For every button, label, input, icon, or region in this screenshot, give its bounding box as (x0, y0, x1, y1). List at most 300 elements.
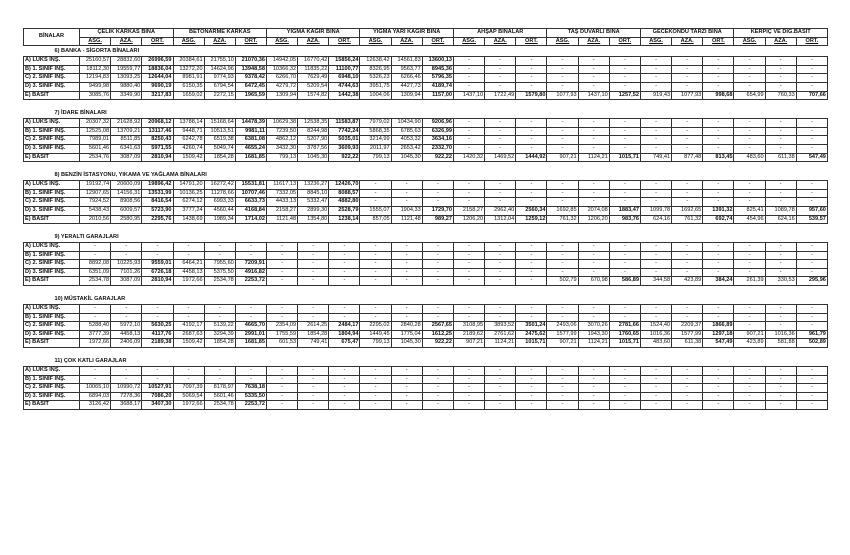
value-cell: 483,60 (640, 339, 671, 348)
value-cell: 2580,95 (111, 215, 142, 224)
value-cell: - (547, 260, 578, 269)
value-cell: - (453, 277, 484, 286)
value-cell: 2158,27 (267, 206, 298, 215)
value-cell: 1121,48 (391, 215, 422, 224)
header-corner: BİNALAR (24, 29, 80, 46)
value-cell: 330,53 (765, 277, 796, 286)
value-cell: - (360, 260, 391, 269)
row-label: A) LÜKS İNŞ. (24, 305, 80, 314)
value-cell: 1206,20 (453, 215, 484, 224)
value-cell: - (734, 375, 765, 384)
value-cell: 2493,06 (547, 322, 578, 331)
subheader-cell: AZA. (578, 37, 609, 46)
value-cell: 8908,56 (111, 198, 142, 207)
value-cell: - (547, 367, 578, 376)
value-cell: 2534,78 (204, 401, 235, 410)
value-cell: - (672, 127, 703, 136)
value-cell: - (360, 401, 391, 410)
value-cell: - (672, 57, 703, 66)
value-cell: 1016,36 (765, 330, 796, 339)
value-cell: 2614,25 (298, 322, 329, 331)
value-cell: 8416,54 (142, 198, 173, 207)
subheader-cell: ORT. (329, 37, 360, 46)
value-cell: - (485, 313, 516, 322)
value-cell: 1420,32 (453, 153, 484, 162)
value-cell: - (173, 243, 204, 252)
value-cell: 799,13 (267, 153, 298, 162)
value-cell: 1437,10 (453, 91, 484, 100)
value-cell: - (578, 367, 609, 376)
value-cell: - (796, 57, 827, 66)
value-cell: 2962,40 (485, 206, 516, 215)
value-cell: - (734, 57, 765, 66)
value-cell: 14624,96 (204, 65, 235, 74)
value-cell: 9499,98 (80, 82, 111, 91)
value-cell: - (609, 251, 640, 260)
value-cell: - (640, 127, 671, 136)
row-label: A) LÜKS İNŞ. (24, 119, 80, 128)
value-cell: - (672, 384, 703, 393)
value-cell: - (796, 119, 827, 128)
value-cell: - (703, 375, 734, 384)
value-cell: 11100,77 (329, 65, 360, 74)
value-cell: - (516, 277, 547, 286)
value-cell: 2810,94 (142, 153, 173, 162)
value-cell: 2567,65 (422, 322, 453, 331)
table-row (24, 251, 828, 260)
value-cell: 2899,30 (298, 206, 329, 215)
subheader-cell: AZA. (672, 37, 703, 46)
header-group: KERPİÇ VE DİĞ.BASİT (734, 29, 827, 38)
value-cell: - (516, 65, 547, 74)
value-cell: 1866,89 (703, 322, 734, 331)
value-cell: 19896,42 (142, 181, 173, 190)
value-cell: 1577,99 (547, 330, 578, 339)
value-cell: - (547, 375, 578, 384)
value-cell: 6948,10 (329, 74, 360, 83)
value-cell: - (360, 384, 391, 393)
section-title: 9) YERALTI GARAJLARI (54, 234, 119, 241)
value-cell: - (516, 243, 547, 252)
value-cell: - (547, 401, 578, 410)
value-cell: 6266,46 (391, 74, 422, 83)
value-cell: 1206,20 (578, 215, 609, 224)
value-cell: 799,13 (360, 339, 391, 348)
value-cell: 5601,46 (204, 392, 235, 401)
value-cell: 2295,76 (142, 215, 173, 224)
spacer-cell (24, 162, 828, 171)
value-cell: 4168,84 (235, 206, 266, 215)
value-cell: 502,79 (547, 277, 578, 286)
value-cell: 1016,36 (640, 330, 671, 339)
value-cell: 6009,57 (111, 206, 142, 215)
value-cell: - (453, 198, 484, 207)
value-cell: 1612,25 (422, 330, 453, 339)
table-row (24, 144, 828, 153)
value-cell: - (111, 367, 142, 376)
value-cell: - (516, 305, 547, 314)
value-cell: 1015,71 (516, 339, 547, 348)
value-cell: - (765, 127, 796, 136)
value-cell: 1238,14 (329, 215, 360, 224)
value-cell: - (391, 243, 422, 252)
row-label: C) 2. SINIF İNŞ. (24, 322, 80, 331)
value-cell: - (422, 189, 453, 198)
value-cell: 2295,02 (360, 322, 391, 331)
value-cell: - (391, 305, 422, 314)
value-cell: - (485, 57, 516, 66)
value-cell: - (422, 384, 453, 393)
value-cell: - (765, 392, 796, 401)
value-cell: - (672, 144, 703, 153)
value-cell: - (516, 313, 547, 322)
value-cell: 2010,56 (80, 215, 111, 224)
value-cell: 10225,93 (111, 260, 142, 269)
value-cell: 2781,66 (609, 322, 640, 331)
value-cell: 3108,95 (453, 322, 484, 331)
value-cell: - (485, 127, 516, 136)
value-cell: - (516, 82, 547, 91)
value-cell: 1681,85 (235, 339, 266, 348)
row-label: E) BASİT (24, 277, 80, 286)
value-cell: - (453, 57, 484, 66)
value-cell: - (80, 243, 111, 252)
value-cell: 12525,08 (80, 127, 111, 136)
value-cell: 654,99 (734, 91, 765, 100)
value-cell: 9563,77 (391, 65, 422, 74)
value-cell: 28832,60 (111, 57, 142, 66)
value-cell: 1524,40 (640, 322, 671, 331)
section-spacer (24, 100, 828, 109)
value-cell: 1574,82 (298, 91, 329, 100)
row-label: C) 2. SINIF İNŞ. (24, 384, 80, 393)
row-label: D) 3. SINIF İNŞ. (24, 144, 80, 153)
value-cell: - (453, 136, 484, 145)
value-cell: 1904,33 (391, 206, 422, 215)
value-cell: - (453, 313, 484, 322)
value-cell: - (204, 313, 235, 322)
value-cell: - (609, 127, 640, 136)
subheader-cell: ASG. (734, 37, 765, 46)
value-cell: - (516, 392, 547, 401)
value-cell: 1722,49 (485, 91, 516, 100)
value-cell: - (485, 384, 516, 393)
value-cell: 1391,32 (703, 206, 734, 215)
value-cell: 15531,81 (235, 181, 266, 190)
subheader-cell: AZA. (111, 37, 142, 46)
value-cell: - (547, 198, 578, 207)
value-cell: - (298, 375, 329, 384)
value-cell: - (298, 260, 329, 269)
value-cell: 707,66 (796, 91, 827, 100)
value-cell: - (609, 181, 640, 190)
value-cell: - (267, 268, 298, 277)
value-cell: - (734, 189, 765, 198)
row-label: D) 3. SINIF İNŞ. (24, 82, 80, 91)
value-cell: - (142, 375, 173, 384)
table-row (24, 392, 828, 401)
value-cell: - (485, 189, 516, 198)
value-cell: 18836,04 (142, 65, 173, 74)
value-cell: 919,43 (640, 91, 671, 100)
value-cell: - (672, 375, 703, 384)
value-cell: 1714,02 (235, 215, 266, 224)
value-cell: 6726,18 (142, 268, 173, 277)
value-cell: - (703, 65, 734, 74)
table-row (24, 57, 828, 66)
spacer-cell (24, 224, 828, 233)
value-cell: - (485, 181, 516, 190)
table-row (24, 82, 828, 91)
value-cell: - (703, 313, 734, 322)
value-cell: - (485, 198, 516, 207)
value-cell: - (672, 82, 703, 91)
value-cell: - (672, 260, 703, 269)
value-cell: - (80, 367, 111, 376)
value-cell: 6633,73 (235, 198, 266, 207)
header-row (24, 29, 828, 38)
value-cell: - (329, 313, 360, 322)
spacer-cell (24, 100, 828, 109)
value-cell: - (360, 251, 391, 260)
value-cell: - (267, 243, 298, 252)
value-cell: 2484,17 (329, 322, 360, 331)
value-cell: - (672, 74, 703, 83)
value-cell: 21070,36 (235, 57, 266, 66)
value-cell: 8244,98 (298, 127, 329, 136)
value-cell: - (298, 277, 329, 286)
value-cell: - (516, 384, 547, 393)
section-title-row (24, 294, 828, 305)
value-cell: - (360, 181, 391, 190)
value-cell: 1077,93 (672, 91, 703, 100)
value-cell: 6242,78 (173, 136, 204, 145)
value-cell: - (734, 260, 765, 269)
value-cell: 2253,72 (235, 401, 266, 410)
value-cell: - (111, 251, 142, 260)
value-cell: - (609, 260, 640, 269)
value-cell: - (329, 384, 360, 393)
value-cell: 6341,63 (111, 144, 142, 153)
value-cell: - (422, 401, 453, 410)
value-cell: - (765, 144, 796, 153)
value-cell: - (422, 181, 453, 190)
value-cell: - (640, 375, 671, 384)
value-cell: 2011,97 (360, 144, 391, 153)
value-cell: 6785,63 (391, 127, 422, 136)
value-cell: 1121,48 (267, 215, 298, 224)
value-cell: 454,96 (734, 215, 765, 224)
value-cell: - (485, 144, 516, 153)
value-cell: - (765, 119, 796, 128)
value-cell: 3407,30 (142, 401, 173, 410)
value-cell: - (422, 268, 453, 277)
value-cell: - (547, 181, 578, 190)
value-cell: 1555,07 (360, 206, 391, 215)
section-spacer (24, 162, 828, 171)
value-cell: - (204, 375, 235, 384)
value-cell: - (142, 313, 173, 322)
value-cell: - (703, 144, 734, 153)
value-cell: 10990,72 (111, 384, 142, 393)
value-cell: 11278,66 (204, 189, 235, 198)
value-cell: 7955,60 (204, 260, 235, 269)
value-cell: 4427,73 (391, 82, 422, 91)
value-cell: - (640, 136, 671, 145)
value-cell: - (796, 198, 827, 207)
value-cell: - (267, 392, 298, 401)
value-cell: - (672, 189, 703, 198)
value-cell: - (734, 65, 765, 74)
value-cell: - (453, 74, 484, 83)
value-cell: 1469,52 (485, 153, 516, 162)
value-cell: - (329, 243, 360, 252)
value-cell: 5796,35 (422, 74, 453, 83)
value-cell: - (578, 375, 609, 384)
row-label: B) 1. SINIF İNŞ. (24, 127, 80, 136)
value-cell: 877,48 (672, 153, 703, 162)
value-cell: - (672, 198, 703, 207)
value-cell: 4053,32 (391, 136, 422, 145)
value-cell: - (734, 384, 765, 393)
row-label: B) 1. SINIF İNŞ. (24, 189, 80, 198)
value-cell: 601,53 (267, 339, 298, 348)
value-cell: 1045,30 (391, 339, 422, 348)
value-cell: - (734, 367, 765, 376)
value-cell: - (609, 144, 640, 153)
value-cell: - (578, 305, 609, 314)
value-cell: - (734, 401, 765, 410)
value-cell: - (453, 392, 484, 401)
value-cell: - (578, 243, 609, 252)
value-cell: 10434,90 (391, 119, 422, 128)
value-cell: - (422, 198, 453, 207)
value-cell: - (796, 181, 827, 190)
subheader-cell: AZA. (298, 37, 329, 46)
value-cell: - (734, 127, 765, 136)
value-cell: - (796, 189, 827, 198)
value-cell: - (640, 198, 671, 207)
value-cell: - (640, 65, 671, 74)
value-cell: - (485, 305, 516, 314)
value-cell: - (796, 136, 827, 145)
value-cell: 10136,25 (173, 189, 204, 198)
value-cell: 3070,26 (578, 322, 609, 331)
value-cell: - (516, 198, 547, 207)
value-cell: - (485, 82, 516, 91)
value-cell: 1775,04 (391, 330, 422, 339)
value-cell: 16770,42 (298, 57, 329, 66)
value-cell: - (765, 65, 796, 74)
value-cell: - (204, 305, 235, 314)
value-cell: - (80, 251, 111, 260)
value-cell: - (578, 119, 609, 128)
value-cell: 7209,91 (235, 260, 266, 269)
row-label: E) BASİT (24, 91, 80, 100)
value-cell: - (453, 367, 484, 376)
section-title-cell (24, 294, 828, 305)
value-cell: 7086,20 (142, 392, 173, 401)
value-cell: 670,98 (578, 277, 609, 286)
subheader-cell: ORT. (235, 37, 266, 46)
value-cell: - (391, 189, 422, 198)
value-cell: - (796, 392, 827, 401)
value-cell: - (547, 313, 578, 322)
value-cell: - (547, 251, 578, 260)
value-cell: - (391, 313, 422, 322)
value-cell: 8178,97 (204, 384, 235, 393)
value-cell: 1157,00 (422, 91, 453, 100)
value-cell: - (453, 82, 484, 91)
section-title: 10) MÜSTAKİL GARAJLAR (54, 296, 126, 303)
value-cell: - (298, 305, 329, 314)
value-cell: 19192,74 (80, 181, 111, 190)
table-row (24, 375, 828, 384)
value-cell: - (235, 243, 266, 252)
table-row (24, 305, 828, 314)
value-cell: - (765, 251, 796, 260)
value-cell: 1004,06 (360, 91, 391, 100)
table-row (24, 65, 828, 74)
value-cell: - (173, 313, 204, 322)
value-cell: 1692,85 (547, 206, 578, 215)
row-label: D) 3. SINIF İNŞ. (24, 206, 80, 215)
value-cell: 295,96 (796, 277, 827, 286)
value-cell: - (453, 384, 484, 393)
value-cell: - (640, 392, 671, 401)
value-cell: - (734, 243, 765, 252)
value-cell: - (609, 189, 640, 198)
value-cell: 4117,76 (142, 330, 173, 339)
value-cell: - (360, 367, 391, 376)
value-cell: 8511,85 (111, 136, 142, 145)
value-cell: 12638,42 (360, 57, 391, 66)
value-cell: 10065,10 (80, 384, 111, 393)
section-title-cell (24, 170, 828, 181)
value-cell: - (267, 251, 298, 260)
value-cell: 1854,28 (298, 330, 329, 339)
row-label: E) BASİT (24, 215, 80, 224)
value-cell: - (703, 74, 734, 83)
value-cell: - (485, 119, 516, 128)
value-cell: - (796, 401, 827, 410)
value-cell: 3217,83 (142, 91, 173, 100)
value-cell: - (453, 401, 484, 410)
value-cell: 547,49 (703, 339, 734, 348)
value-cell: 3787,56 (298, 144, 329, 153)
value-cell: 1972,66 (173, 401, 204, 410)
value-cell: 384,24 (703, 277, 734, 286)
value-cell: 5438,43 (80, 206, 111, 215)
section-spacer (24, 224, 828, 233)
value-cell: 1045,30 (298, 153, 329, 162)
value-cell: - (796, 74, 827, 83)
value-cell: 1760,65 (609, 330, 640, 339)
value-cell: - (578, 313, 609, 322)
value-cell: - (796, 82, 827, 91)
value-cell: - (672, 367, 703, 376)
row-label: B) 1. SINIF İNŞ. (24, 313, 80, 322)
value-cell: - (765, 57, 796, 66)
value-cell: - (329, 375, 360, 384)
table-row (24, 367, 828, 376)
value-cell: 12644,04 (142, 74, 173, 83)
value-cell: 3087,09 (111, 153, 142, 162)
value-cell: - (796, 243, 827, 252)
value-cell: - (485, 367, 516, 376)
subheader-cell: ORT. (516, 37, 547, 46)
value-cell: - (204, 251, 235, 260)
